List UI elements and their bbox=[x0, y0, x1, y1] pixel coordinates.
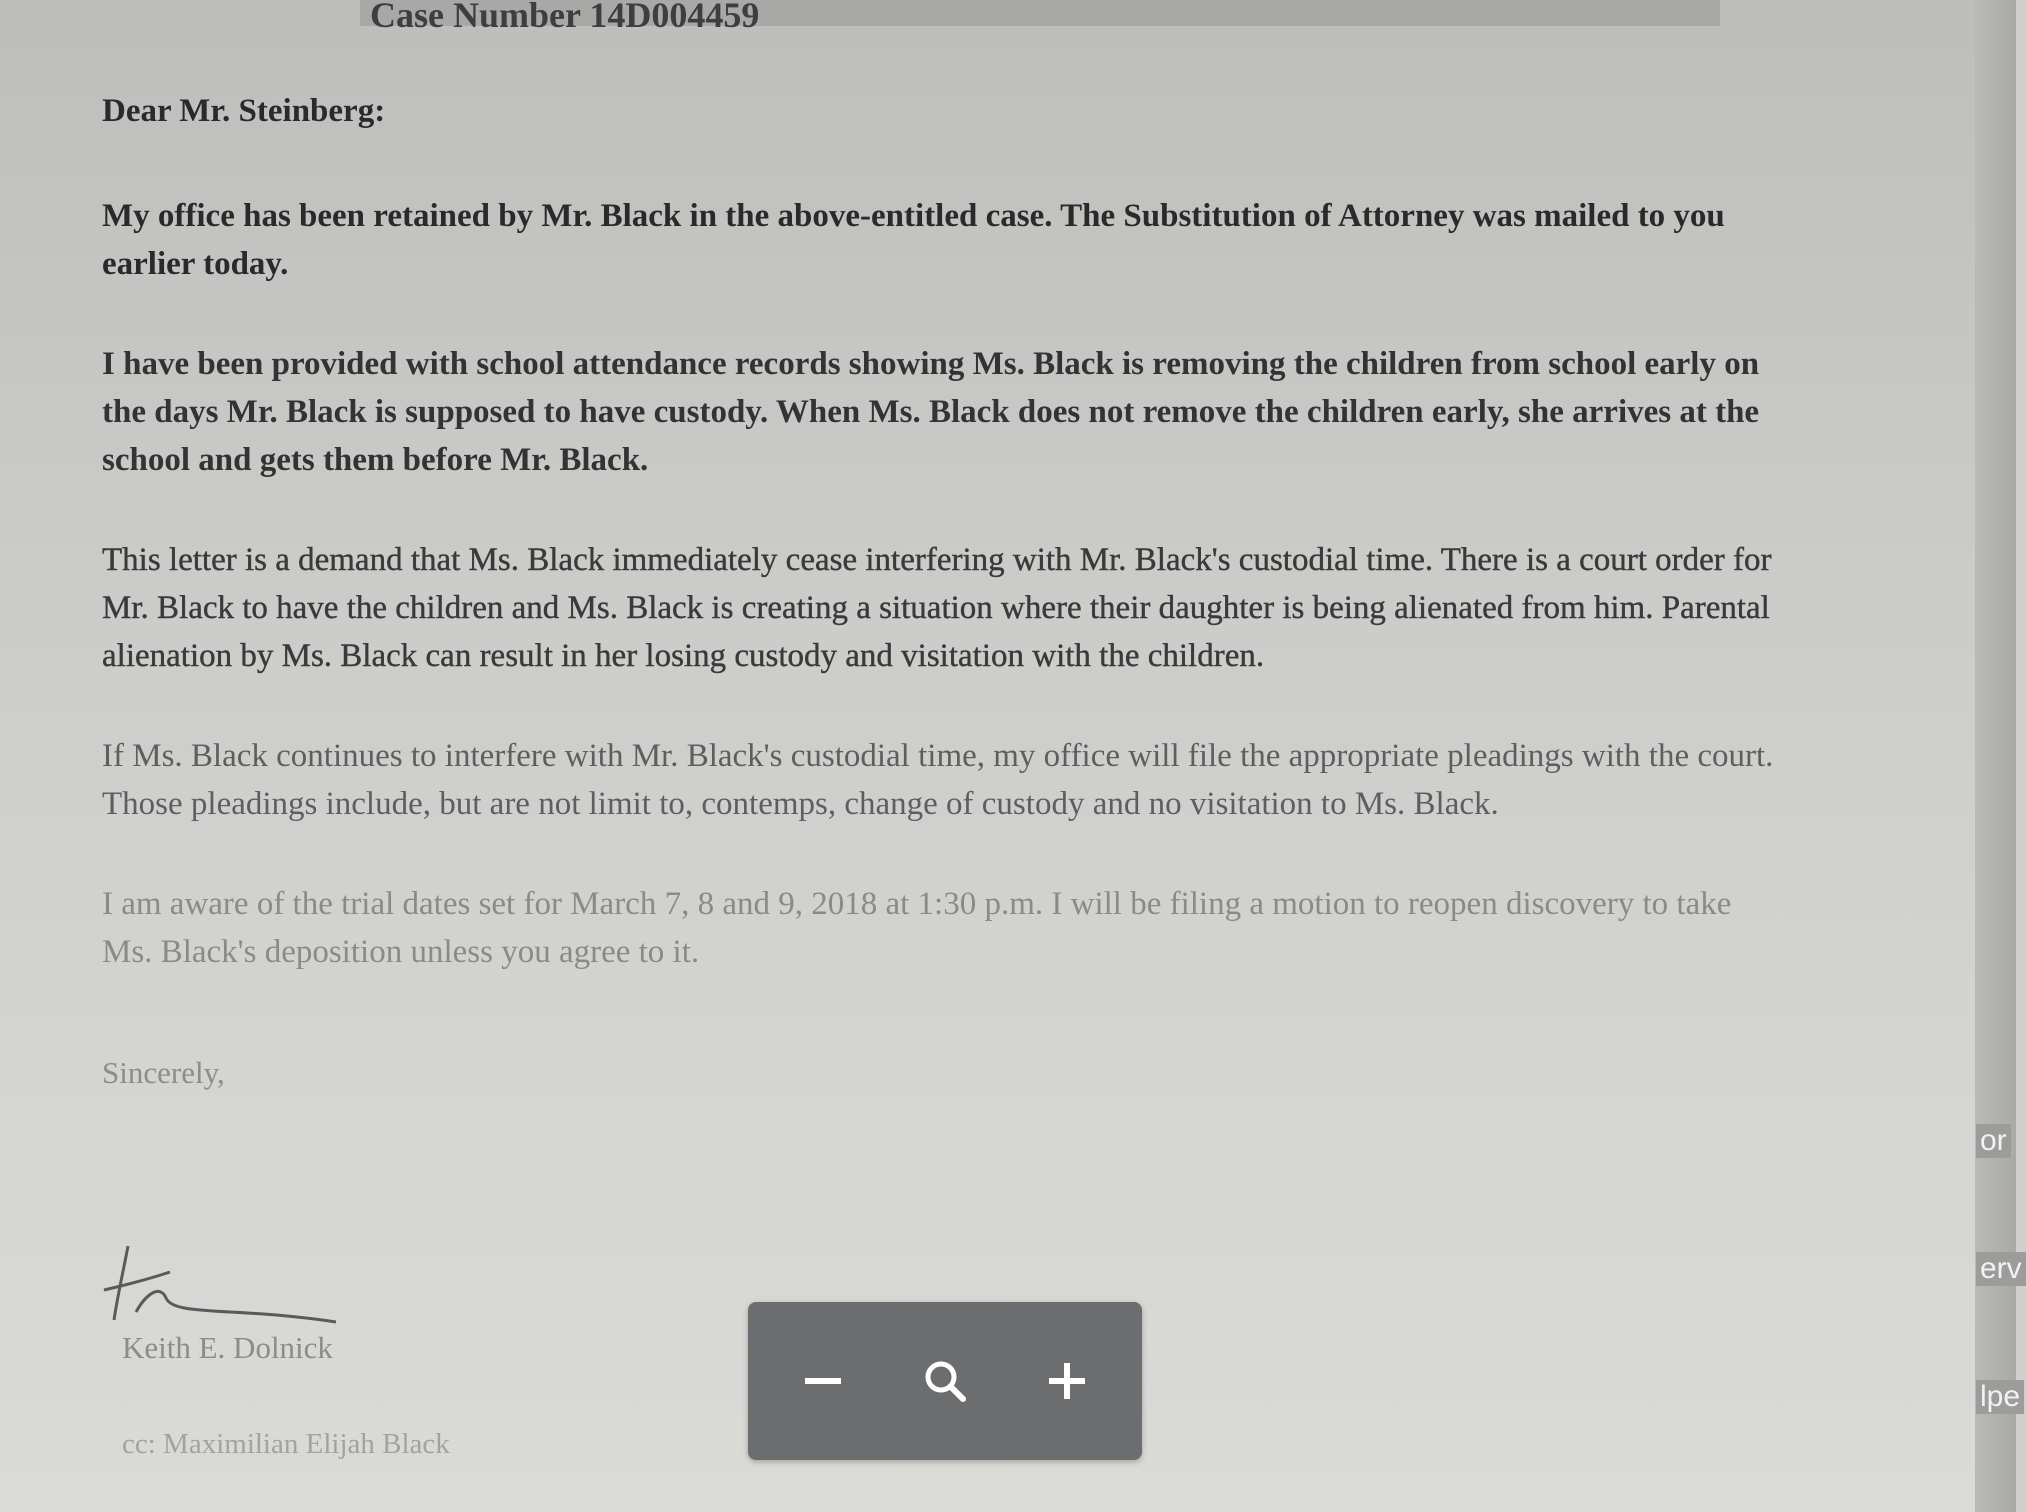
edge-text-fragment: or bbox=[1976, 1124, 2011, 1158]
right-edge-panel bbox=[1975, 0, 2022, 1512]
paragraph-attendance: I have been provided with school attendance records showing Ms. Black is removing the children from school early on the days Mr. Black is supposed to have custody. When Ms. Black does not remove the children early, she arrives at the school and gets them before Mr. Black. bbox=[102, 345, 1760, 478]
letter-body bbox=[102, 92, 1782, 1091]
plus-icon bbox=[1037, 1351, 1097, 1411]
zoom-toolbar bbox=[748, 1302, 1142, 1460]
zoom-in-button[interactable] bbox=[1012, 1302, 1122, 1460]
paragraph-trial-dates: I am aware of the trial dates set for March 7, 8 and 9, 2018 at 1:30 p.m. I will be filing a motion to reopen discovery to take Ms. Black's deposition unless you agree to it. bbox=[102, 885, 1732, 970]
paragraph-pleadings: If Ms. Black continues to interfere with Mr. Black's custodial time, my office will file the appropriate pleadings with the court. Those pleadings include, but are not limit to, contemps, change of custody and no visitation to Ms. Black. bbox=[102, 737, 1774, 822]
zoom-reset-button[interactable] bbox=[890, 1302, 1000, 1460]
paragraph-demand: This letter is a demand that Ms. Black immediately cease interfering with Mr. Black's custodial time. There is a court order for Mr. Black to have the children and Ms. Black is creating a situation where their daughter is being alienated from him. Parental alienation by Ms. Black can result in her losing custody and visitation with the children. bbox=[102, 541, 1772, 674]
closing: Sincerely, bbox=[102, 1054, 225, 1090]
edge-text-fragment: erv bbox=[1976, 1252, 2026, 1286]
salutation: Dear Mr. Steinberg: bbox=[102, 93, 386, 129]
cc-line: cc: Maximilian Elijah Black bbox=[122, 1428, 450, 1460]
magnifier-icon bbox=[915, 1351, 975, 1411]
zoom-out-button[interactable] bbox=[768, 1302, 878, 1460]
minus-icon bbox=[793, 1351, 853, 1411]
paragraph-retained: My office has been retained by Mr. Black in the above-entitled case. The Substitution of Attorney was mailed to you earlier today. bbox=[102, 197, 1725, 282]
edge-text-fragment: lpe bbox=[1976, 1380, 2024, 1414]
signature-image bbox=[100, 1238, 340, 1338]
case-number: Case Number 14D004459 bbox=[370, 0, 760, 35]
signer-name: Keith E. Dolnick bbox=[122, 1330, 333, 1365]
